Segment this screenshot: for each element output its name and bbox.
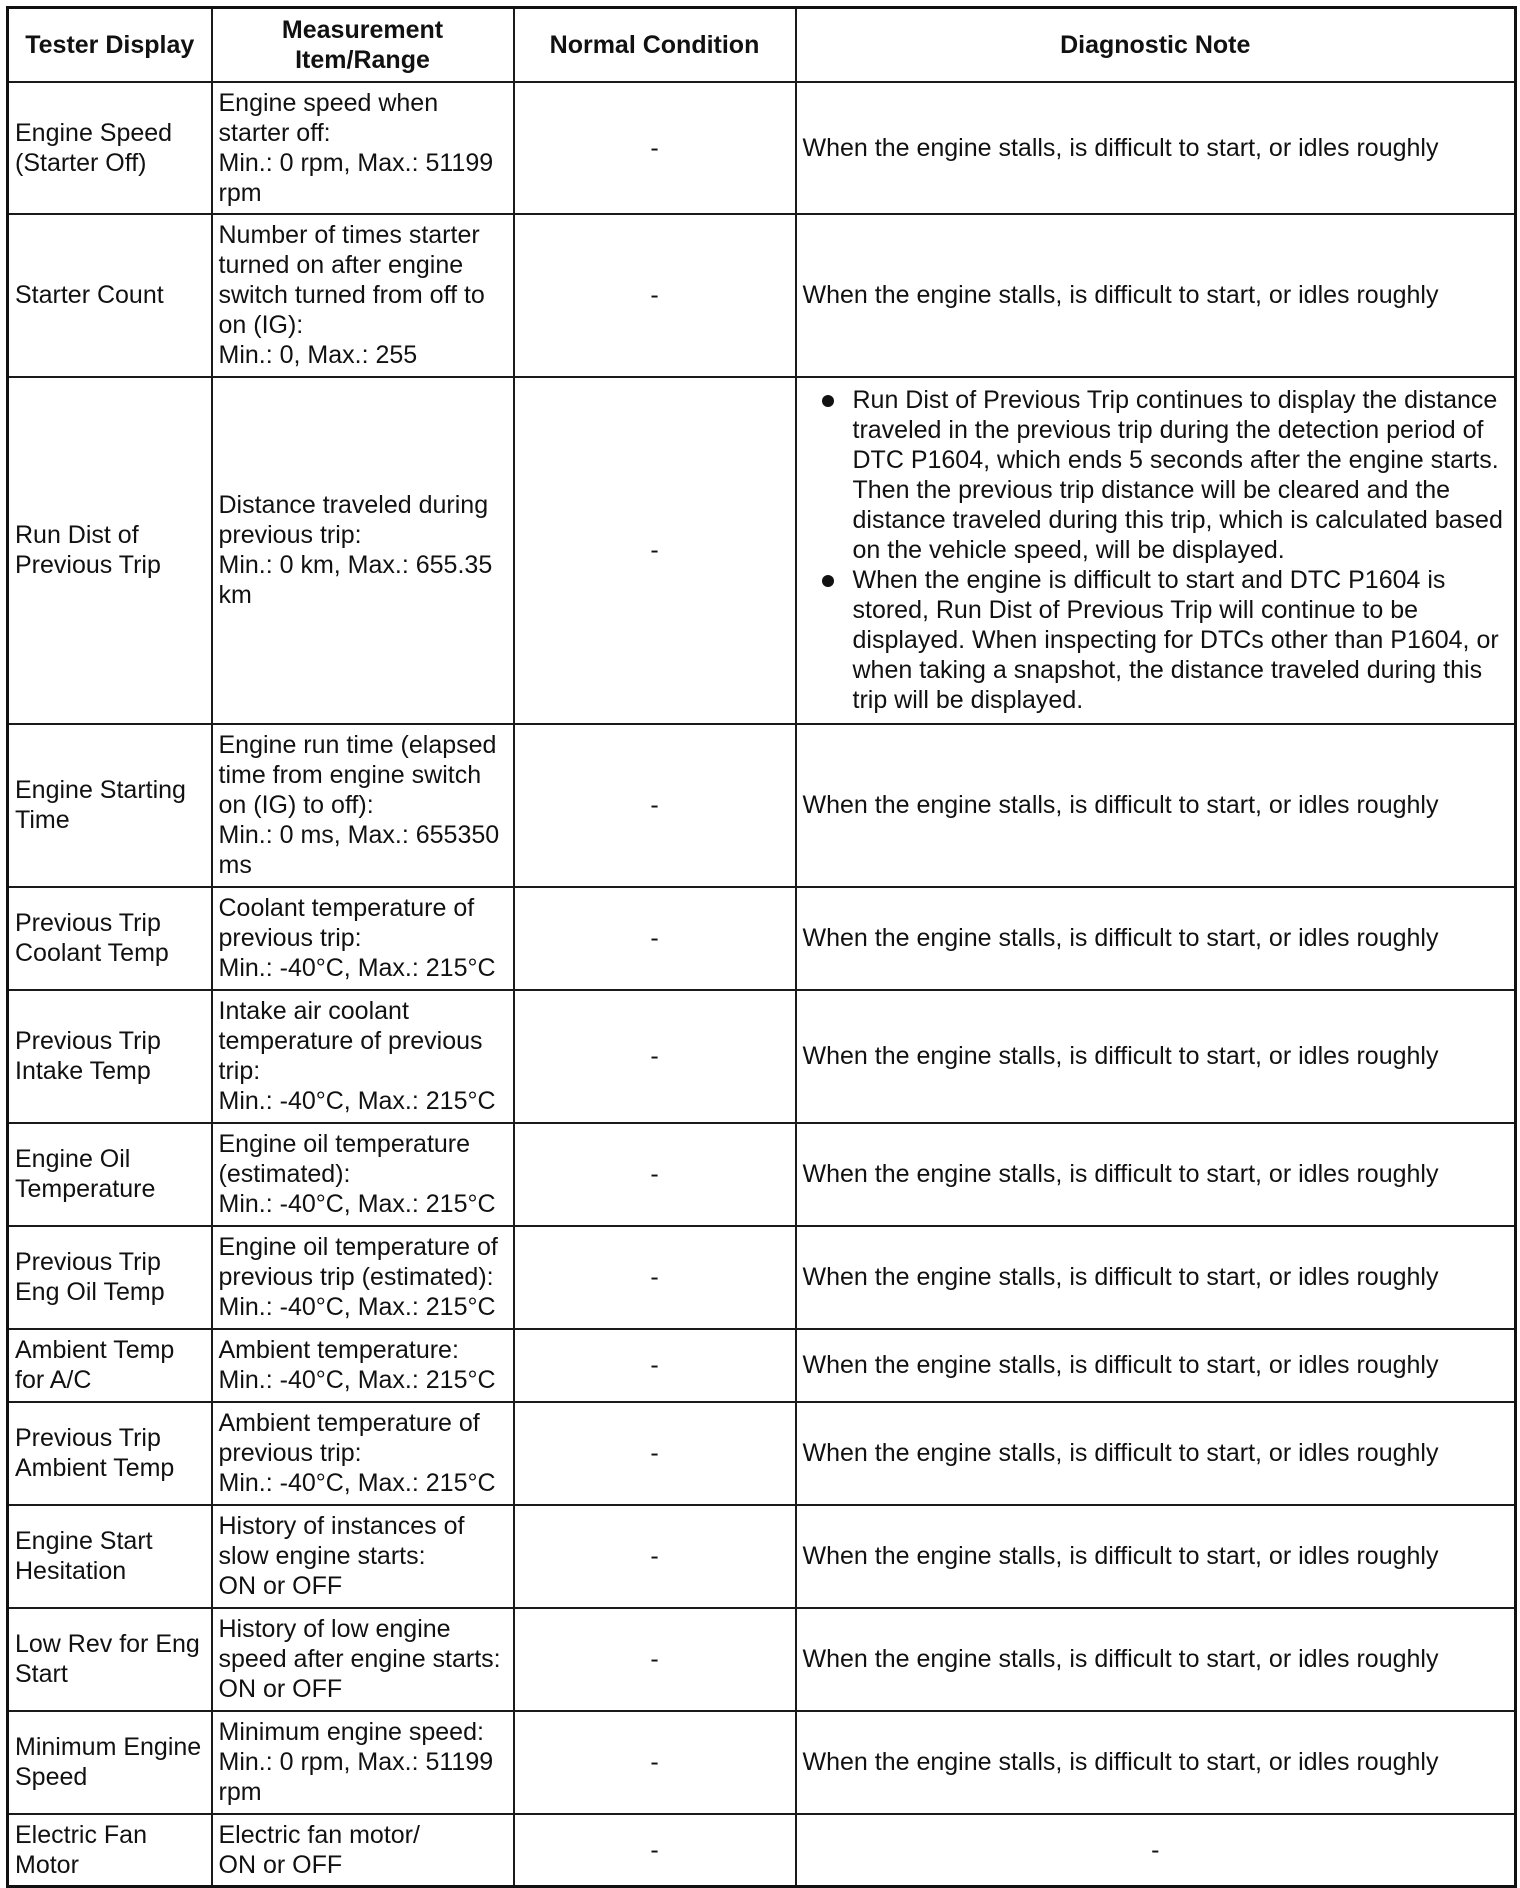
tester-display-cell: Previous Trip Coolant Temp [8,887,212,990]
measurement-range-cell: Engine oil temperature (estimated): Min.: -40°C, Max.: 215°C [212,1123,514,1226]
measurement-range-cell: Electric fan motor/ ON or OFF [212,1814,514,1887]
normal-condition-cell: - [514,887,796,990]
measurement-range-cell: Minimum engine speed: Min.: 0 rpm, Max.: 51199 rpm [212,1711,514,1814]
table-row [8,724,1516,887]
diagnostic-note-cell [796,377,1516,724]
diagnostic-note-bullet: Run Dist of Previous Trip continues to display the distance traveled in the previous trip during the detection period of DTC P1604, which ends 5 seconds after the engine starts. Then the previous trip distance will be cleared and the distance traveled during this trip, which is calculated based on the vehicle speed, will be displayed. [853,385,1509,565]
tester-display-cell: Run Dist of Previous Trip [8,377,212,724]
tester-display-cell: Minimum Engine Speed [8,1711,212,1814]
measurement-range-cell: Ambient temperature of previous trip: Min.: -40°C, Max.: 215°C [212,1402,514,1505]
table-row [8,82,1516,214]
diagnostic-note-cell: When the engine stalls, is difficult to start, or idles roughly [796,1226,1516,1329]
tester-display-cell: Engine Start Hesitation [8,1505,212,1608]
data-list-table [6,6,1517,1888]
normal-condition-cell: - [514,1402,796,1505]
diagnostic-note-list [803,385,1509,715]
diagnostic-note-cell: When the engine stalls, is difficult to start, or idles roughly [796,1608,1516,1711]
diagnostic-note-cell: When the engine stalls, is difficult to start, or idles roughly [796,214,1516,377]
measurement-range-cell: Engine speed when starter off: Min.: 0 rpm, Max.: 51199 rpm [212,82,514,214]
normal-condition-cell: - [514,1814,796,1887]
measurement-range-cell: History of low engine speed after engine starts: ON or OFF [212,1608,514,1711]
tester-display-cell: Starter Count [8,214,212,377]
table-row [8,1608,1516,1711]
measurement-range-cell: Ambient temperature: Min.: -40°C, Max.: 215°C [212,1329,514,1402]
table-row [8,1814,1516,1887]
table-header [8,8,1516,82]
tester-display-cell: Low Rev for Eng Start [8,1608,212,1711]
diagnostic-note-cell: When the engine stalls, is difficult to start, or idles roughly [796,1329,1516,1402]
normal-condition-cell: - [514,1226,796,1329]
measurement-range-cell: Distance traveled during previous trip: Min.: 0 km, Max.: 655.35 km [212,377,514,724]
normal-condition-cell: - [514,1711,796,1814]
diagnostic-note-cell: When the engine stalls, is difficult to start, or idles roughly [796,887,1516,990]
normal-condition-cell: - [514,1608,796,1711]
tester-display-cell: Ambient Temp for A/C [8,1329,212,1402]
table-body [8,82,1516,1887]
header-diagnostic-note: Diagnostic Note [796,8,1516,82]
measurement-range-cell: Number of times starter turned on after engine switch turned from off to on (IG): Min.: 0, Max.: 255 [212,214,514,377]
normal-condition-cell: - [514,1329,796,1402]
table-row [8,377,1516,724]
header-measurement-item-range: Measurement Item/Range [212,8,514,82]
tester-display-cell: Engine Oil Temperature [8,1123,212,1226]
measurement-range-cell: Engine oil temperature of previous trip (estimated): Min.: -40°C, Max.: 215°C [212,1226,514,1329]
header-tester-display: Tester Display [8,8,212,82]
measurement-range-cell: Engine run time (elapsed time from engine switch on (IG) to off): Min.: 0 ms, Max.: 655350 ms [212,724,514,887]
table-row [8,887,1516,990]
normal-condition-cell: - [514,82,796,214]
tester-display-cell: Previous Trip Eng Oil Temp [8,1226,212,1329]
measurement-range-cell: History of instances of slow engine starts: ON or OFF [212,1505,514,1608]
measurement-range-cell: Coolant temperature of previous trip: Min.: -40°C, Max.: 215°C [212,887,514,990]
normal-condition-cell: - [514,990,796,1123]
header-normal-condition: Normal Condition [514,8,796,82]
header-row [8,8,1516,82]
table-row [8,1402,1516,1505]
table-row [8,1711,1516,1814]
tester-display-cell: Engine Starting Time [8,724,212,887]
normal-condition-cell: - [514,1123,796,1226]
table-row [8,1505,1516,1608]
table-row [8,990,1516,1123]
diagnostic-note-cell: When the engine stalls, is difficult to start, or idles roughly [796,724,1516,887]
diagnostic-note-cell: When the engine stalls, is difficult to start, or idles roughly [796,1402,1516,1505]
tester-display-cell: Engine Speed (Starter Off) [8,82,212,214]
measurement-range-cell: Intake air coolant temperature of previous trip: Min.: -40°C, Max.: 215°C [212,990,514,1123]
diagnostic-note-cell: When the engine stalls, is difficult to start, or idles roughly [796,990,1516,1123]
normal-condition-cell: - [514,214,796,377]
diagnostic-note-cell: When the engine stalls, is difficult to start, or idles roughly [796,1123,1516,1226]
table-row [8,1226,1516,1329]
normal-condition-cell: - [514,377,796,724]
normal-condition-cell: - [514,1505,796,1608]
normal-condition-cell: - [514,724,796,887]
diagnostic-note-cell: - [796,1814,1516,1887]
diagnostic-note-cell: When the engine stalls, is difficult to start, or idles roughly [796,1505,1516,1608]
diagnostic-note-cell: When the engine stalls, is difficult to start, or idles roughly [796,1711,1516,1814]
table-row [8,214,1516,377]
tester-display-cell: Electric Fan Motor [8,1814,212,1887]
diagnostic-note-cell: When the engine stalls, is difficult to start, or idles roughly [796,82,1516,214]
table-row [8,1329,1516,1402]
table-row [8,1123,1516,1226]
tester-display-cell: Previous Trip Intake Temp [8,990,212,1123]
diagnostic-note-bullet: When the engine is difficult to start and DTC P1604 is stored, Run Dist of Previous Trip will continue to be displayed. When inspecting for DTCs other than P1604, or when taking a snapshot, the distance traveled during this trip will be displayed. [853,565,1509,715]
tester-display-cell: Previous Trip Ambient Temp [8,1402,212,1505]
